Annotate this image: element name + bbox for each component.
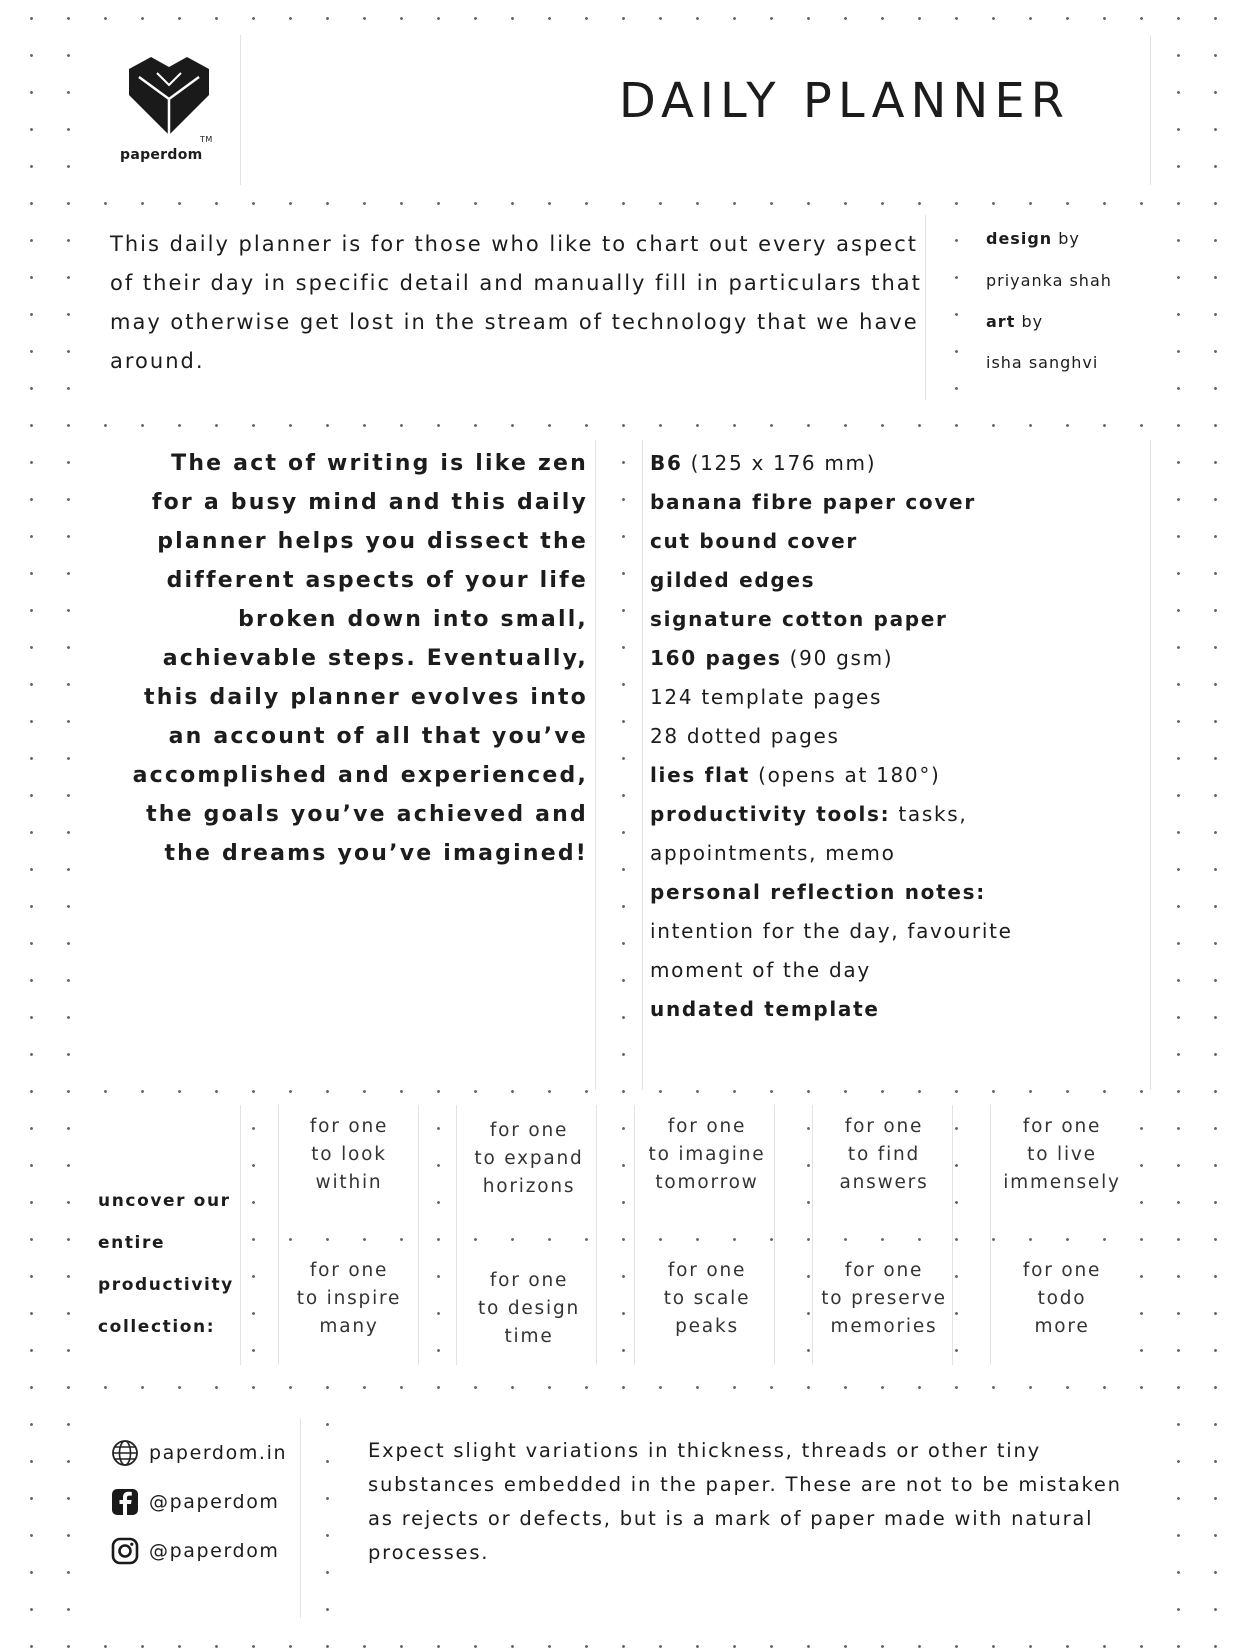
- quote-panel: [100, 440, 600, 1090]
- divider: [925, 215, 926, 400]
- trademark-mark: TM: [200, 135, 213, 144]
- designer-name: priyanka shah: [986, 271, 1112, 290]
- collection-item[interactable]: for one to expand horizons: [458, 1113, 600, 1217]
- divider: [642, 440, 643, 1090]
- intro-text: This daily planner is for those who like to chart out every aspect of their day in specific detail and manually fill in particulars that may otherwise get lost in the stream of technology that we have around.: [110, 232, 922, 373]
- divider: [278, 1105, 279, 1365]
- spec-item: 124 template pages: [650, 685, 883, 709]
- collection-label: uncover our entire productivity collection:: [98, 1191, 234, 1337]
- facebook-icon: [110, 1487, 140, 1517]
- instagram-handle: @paperdom: [149, 1540, 280, 1562]
- divider: [240, 1105, 241, 1365]
- divider: [634, 1105, 635, 1365]
- spec-item: 160 pages (90 gsm): [650, 646, 894, 670]
- collection-item[interactable]: for one to inspire many: [280, 1255, 418, 1359]
- intro-panel: [100, 215, 935, 400]
- divider: [595, 440, 596, 1090]
- collection-item[interactable]: for one to scale peaks: [636, 1255, 778, 1359]
- title-panel: [282, 35, 1150, 185]
- collection-item[interactable]: for one to live immensely: [992, 1113, 1132, 1217]
- website-text: paperdom.in: [149, 1442, 288, 1464]
- instagram-icon: [110, 1536, 140, 1566]
- divider: [812, 1105, 813, 1365]
- divider: [952, 1105, 953, 1365]
- facebook-handle: @paperdom: [149, 1491, 280, 1513]
- spec-item: gilded edges: [650, 568, 816, 592]
- divider: [1150, 440, 1151, 1090]
- divider: [774, 1105, 775, 1365]
- paper-note: Expect slight variations in thickness, threads or other tiny substances embedded in the paper. These are not to be mistaken as rejects or defects, but is a mark of paper made with natural processes.: [368, 1439, 1122, 1564]
- spec-item: 28 dotted pages: [650, 724, 840, 748]
- spec-item: moment of the day: [650, 958, 871, 982]
- spec-item: B6 (125 x 176 mm): [650, 451, 877, 475]
- note-panel: [352, 1418, 1150, 1618]
- divider: [596, 1105, 597, 1365]
- globe-icon: [110, 1438, 140, 1468]
- artist-name: isha sanghvi: [986, 353, 1099, 372]
- design-credit-label: design by: [986, 229, 1080, 248]
- spec-item: personal reflection notes:: [650, 880, 986, 904]
- collection-item[interactable]: for one to imagine tomorrow: [636, 1113, 778, 1217]
- spec-item: undated template: [650, 997, 880, 1021]
- spec-item: lies flat (opens at 180°): [650, 763, 941, 787]
- credits: [980, 215, 1150, 400]
- specs-panel: [644, 440, 1149, 1090]
- social-links: [100, 1418, 300, 1618]
- brand-name: paperdom: [120, 147, 203, 163]
- heart-logo-icon: [127, 55, 211, 139]
- logo: [100, 35, 280, 185]
- collection-item[interactable]: for one to preserve memories: [814, 1255, 954, 1359]
- spec-item: productivity tools: tasks,: [650, 802, 968, 826]
- spec-list: [650, 444, 1013, 1029]
- spec-item: signature cotton paper: [650, 607, 948, 631]
- spec-item: intention for the day, favourite: [650, 919, 1013, 943]
- collection-item[interactable]: for one to look within: [280, 1113, 418, 1217]
- spec-item: cut bound cover: [650, 529, 858, 553]
- quote-text: The act of writing is like zen for a busy mind and this daily planner helps you dissect the different aspects of your life broken down into small, achievable steps. Eventually, this daily planner evolves into an account of all that you’ve accomplished and experienced, the goals you’ve achieved and the dreams you’ve imagined!: [132, 451, 588, 866]
- divider: [990, 1105, 991, 1365]
- collection-item[interactable]: for one to find answers: [814, 1113, 954, 1217]
- divider: [1150, 35, 1151, 185]
- spec-item: banana fibre paper cover: [650, 490, 976, 514]
- collection-item[interactable]: for one to design time: [458, 1255, 600, 1359]
- art-credit-label: art by: [986, 312, 1044, 331]
- divider: [240, 35, 241, 185]
- page-title: DAILY PLANNER: [618, 73, 1070, 129]
- divider: [418, 1105, 419, 1365]
- divider: [300, 1418, 301, 1618]
- facebook-link[interactable]: [110, 1487, 280, 1517]
- collection-label-panel: [92, 1125, 237, 1365]
- instagram-link[interactable]: [110, 1536, 280, 1566]
- spec-item: appointments, memo: [650, 841, 896, 865]
- collection-item[interactable]: for one todo more: [992, 1255, 1132, 1359]
- website-link[interactable]: [110, 1438, 287, 1468]
- divider: [456, 1105, 457, 1365]
